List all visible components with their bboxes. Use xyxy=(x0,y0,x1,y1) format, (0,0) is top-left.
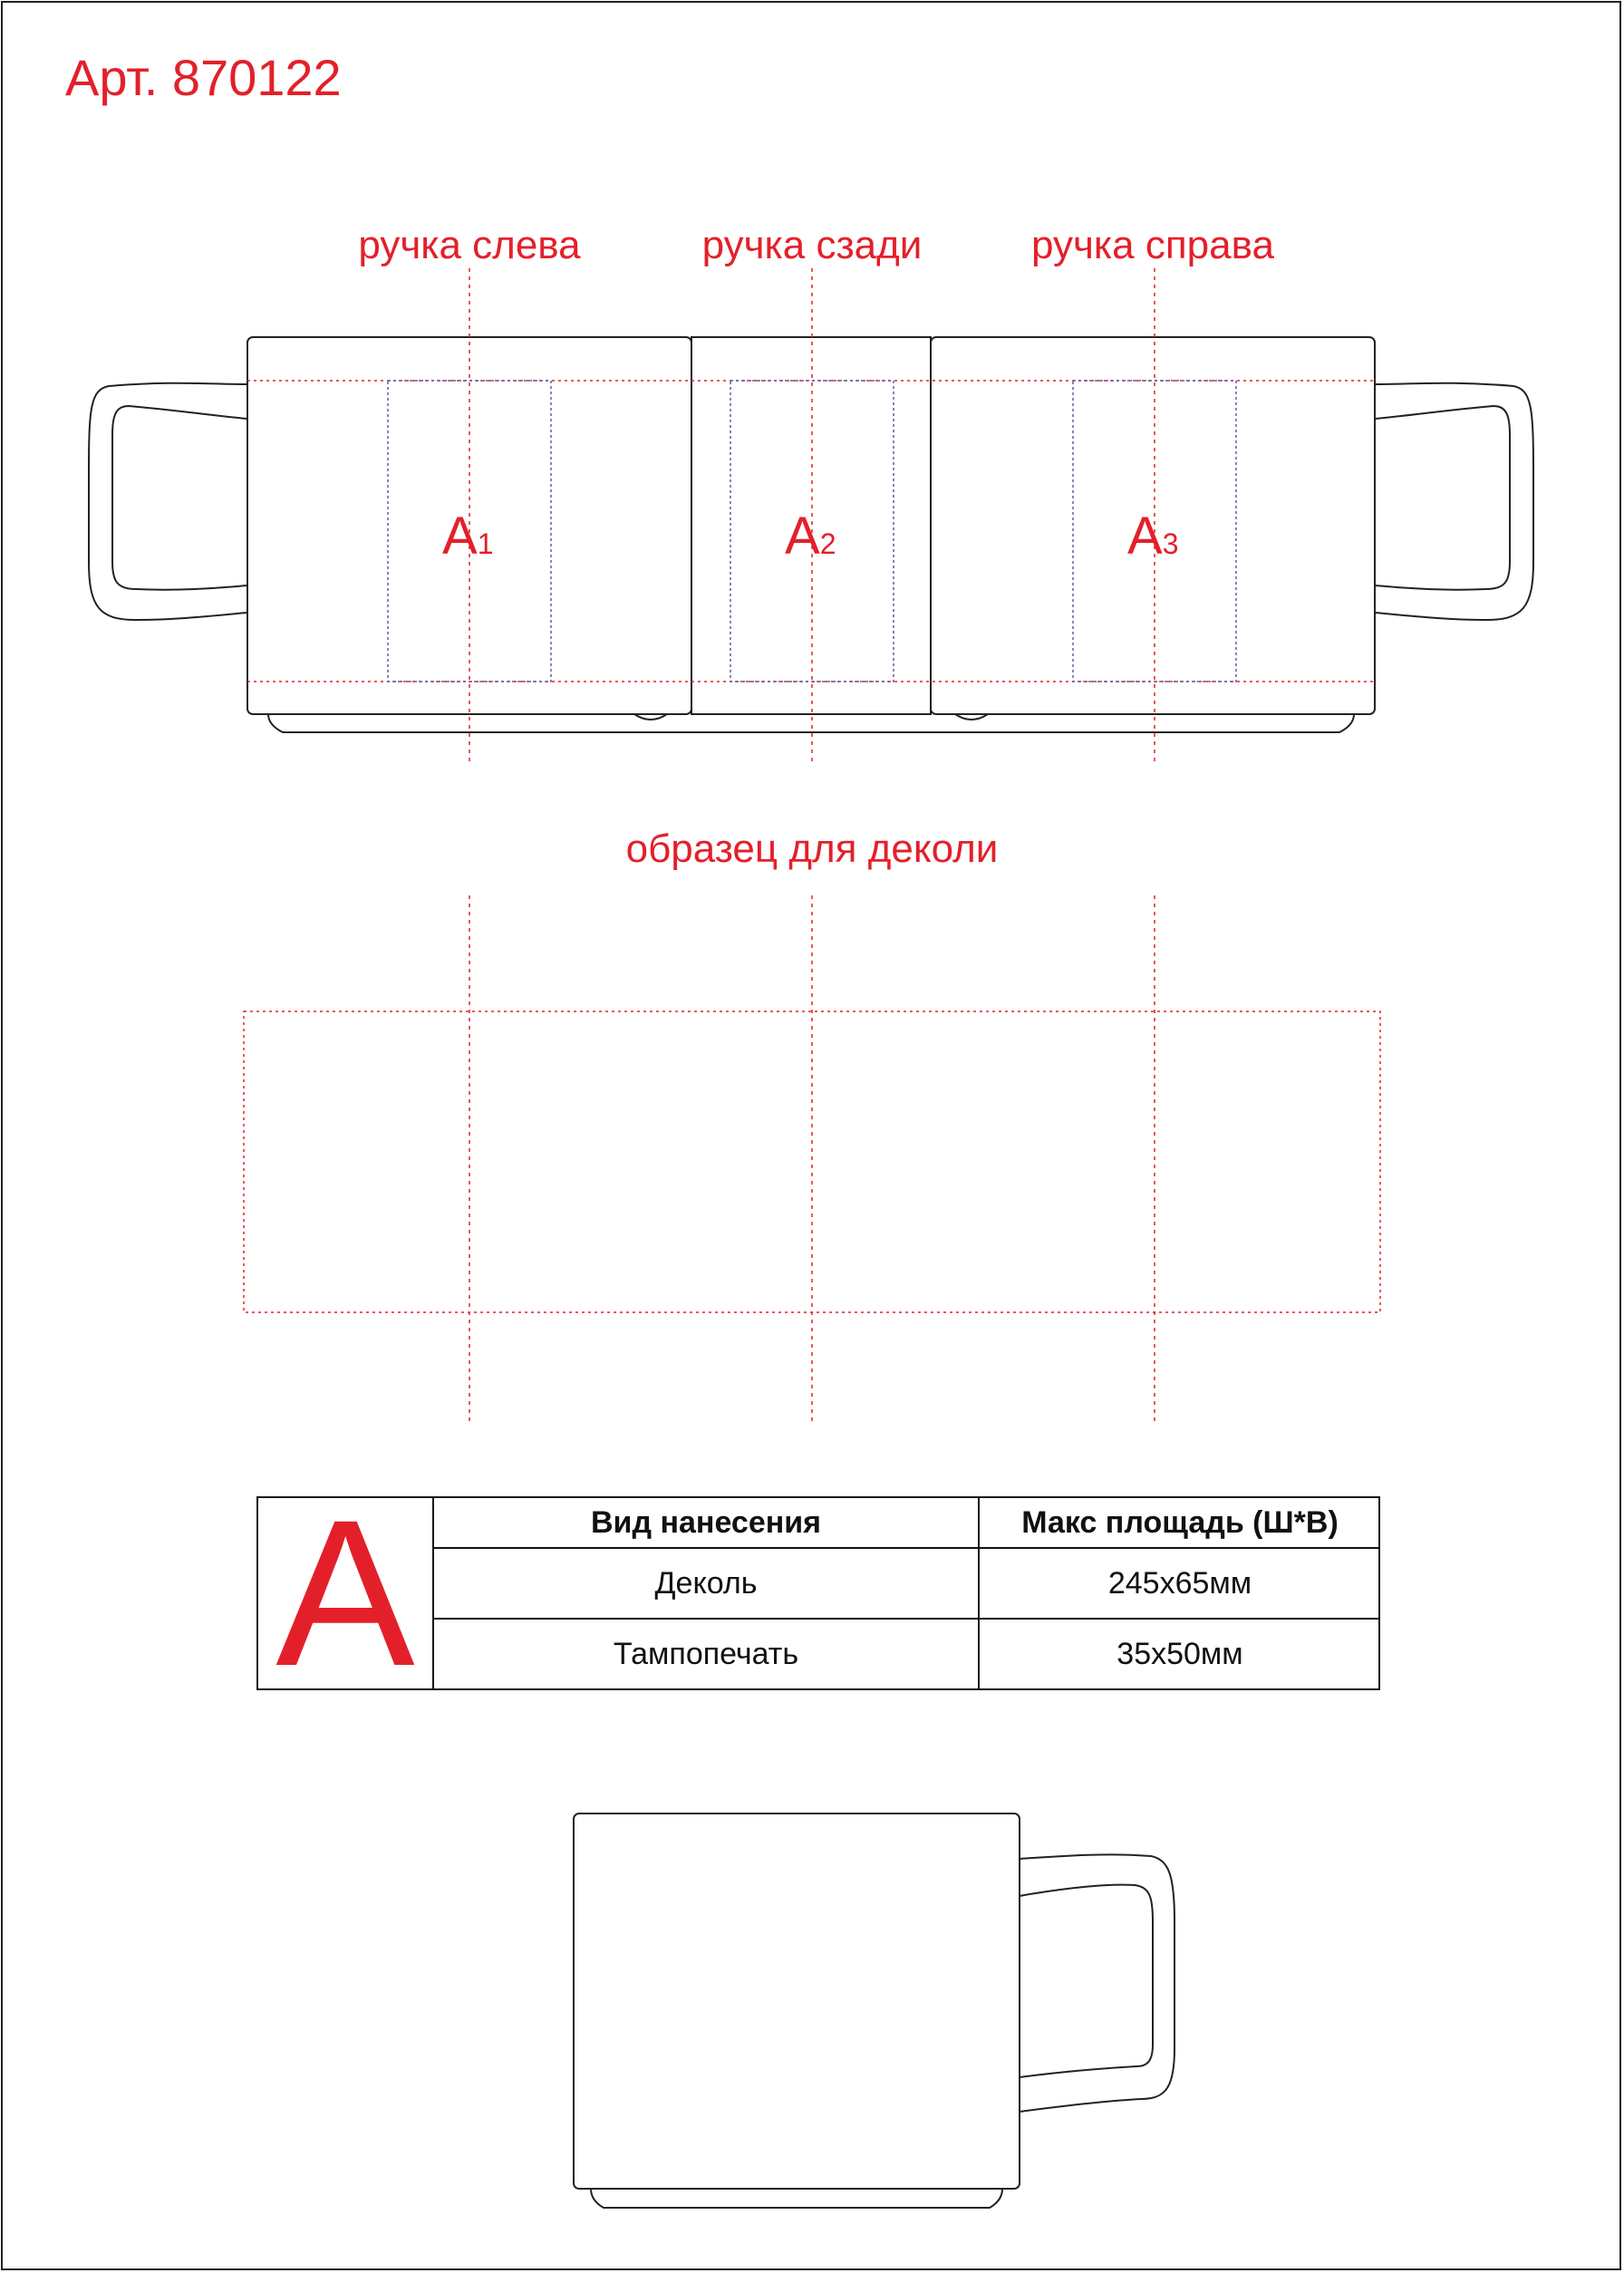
article-title: Арт. 870122 xyxy=(65,49,342,106)
left-handle-inner xyxy=(112,406,246,590)
zone-marker: A xyxy=(258,1498,434,1688)
decal-template-title: образец для деколи xyxy=(625,827,999,871)
table-cell-method: Деколь xyxy=(654,1565,758,1601)
mug-side-handle-inner xyxy=(1020,1885,1153,2077)
table-cell-area: 35x50мм xyxy=(1116,1636,1243,1671)
table-header-area: Макс площадь (Ш*В) xyxy=(1021,1504,1339,1540)
zone-label-a2: A2 xyxy=(785,507,836,566)
spec-table xyxy=(256,1476,1380,1709)
mug-side-view xyxy=(574,1814,1174,2208)
zone-label-a3: A3 xyxy=(1127,507,1179,566)
table-column-divider xyxy=(978,1498,980,1688)
zone-label-a1: A1 xyxy=(442,507,494,566)
right-handle-inner xyxy=(1376,406,1510,590)
mug-base xyxy=(268,714,1354,732)
decal-template-area xyxy=(244,1011,1380,1312)
table-cell-area: 245x65мм xyxy=(1107,1565,1252,1601)
table-cell-method: Тампопечать xyxy=(613,1636,799,1671)
mug-side-base xyxy=(591,2189,1002,2208)
view-label-handle-back: ручка сзади xyxy=(701,223,923,267)
table-header-method: Вид нанесения xyxy=(590,1504,822,1540)
mug-side-body xyxy=(574,1814,1020,2189)
view-label-handle-right: ручка справа xyxy=(1031,223,1274,267)
view-label-handle-left: ручка слева xyxy=(358,223,581,267)
mug-side-handle-outline xyxy=(1020,1854,1174,2112)
